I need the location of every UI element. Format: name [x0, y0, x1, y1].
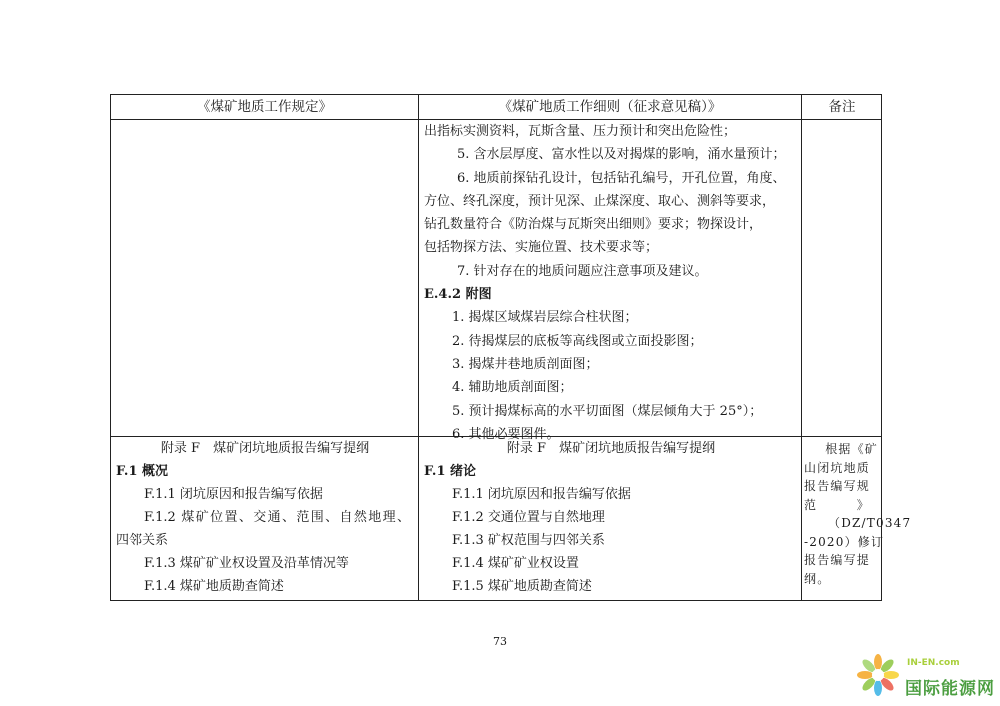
header-cell-remarks: 备注	[828, 99, 856, 115]
lower-left-cell	[116, 437, 414, 598]
column-divider-1	[418, 95, 419, 600]
header-cell-regulation: 《煤矿地质工作规定》	[197, 99, 332, 115]
text-line: 根据《矿	[825, 442, 878, 456]
text-line: 4. 辅助地质剖面图；	[452, 380, 573, 396]
column-divider-2	[801, 95, 802, 600]
text-line: 山闭坑地质	[804, 460, 871, 475]
text-line: 纲。	[804, 571, 831, 586]
text-line: （DZ/T0347	[828, 516, 912, 530]
section-heading: F.1 绪论	[424, 464, 477, 479]
section-heading: F.1 概况	[116, 464, 169, 479]
text-line: 报告编写提	[804, 553, 871, 567]
text-line: 6. 地质前探钻孔设计，包括钻孔编号，开孔位置，角度、	[457, 170, 786, 186]
text-line: F.1.2 交通位置与自然地理	[452, 510, 605, 525]
section-heading: E.4.2 附图	[424, 287, 492, 303]
text-line: F.1.2 煤矿位置、交通、范围、自然地理、	[144, 510, 410, 525]
text-line: F.1.3 矿权范围与四邻关系	[452, 533, 605, 548]
text-line: F.1.5 煤矿地质勘查简述	[452, 579, 592, 594]
comparison-table	[110, 94, 912, 601]
text-line: F.1.4 煤矿地质勘查简述	[144, 579, 284, 594]
text-line: 5. 含水层厚度、富水性以及对揭煤的影响，涌水量预计；	[457, 147, 786, 163]
remarks-cell	[804, 440, 912, 588]
text-line: 四邻关系	[116, 533, 169, 548]
text-line: 3. 揭煤井巷地质剖面图；	[452, 356, 599, 372]
text-line: 出指标实测资料，瓦斯含量、压力预计和突出危险性；	[424, 124, 737, 139]
text-line: 包括物探方法、实施位置、技术要求等；	[424, 240, 659, 256]
text-line: F.1.1 闭坑原因和报告编写依据	[452, 487, 631, 502]
text-line: 5. 预计揭煤标高的水平切面图（煤层倾角大于 25°）；	[452, 403, 763, 419]
lower-right-cell	[424, 437, 798, 598]
header-cell-rules-draft: 《煤矿地质工作细则（征求意见稿）》	[498, 99, 722, 115]
text-line: 7. 针对存在的地质问题应注意事项及建议。	[457, 263, 708, 279]
text-line: 报告编写规	[804, 479, 871, 493]
text-line: 2. 待揭煤层的底板等高线图或立面投影图；	[452, 333, 703, 349]
text-line: 钻孔数量符合《防治煤与瓦斯突出细则》要求；物探设计，	[424, 217, 763, 233]
text-line: 范 》	[804, 497, 871, 512]
appendix-title: 附录 F 煤矿闭坑地质报告编写提纲	[160, 441, 370, 456]
text-line: F.1.1 闭坑原因和报告编写依据	[144, 487, 323, 502]
text-line: -2020）修订	[804, 534, 885, 549]
text-line: F.1.3 煤矿矿业权设置及沿革情况等	[144, 556, 349, 571]
watermark-site: IN-EN.com	[907, 658, 960, 668]
page-number: 73	[493, 635, 507, 648]
watermark-name: 国际能源网	[905, 679, 995, 699]
text-line: 6. 其他必要图件。	[452, 426, 560, 442]
upper-right-cell	[424, 120, 798, 446]
text-line: F.1.4 煤矿矿业权设置	[452, 556, 579, 571]
watermark-logo	[855, 652, 1000, 706]
appendix-title: 附录 F 煤矿闭坑地质报告编写提纲	[506, 441, 716, 456]
text-line: 方位、终孔深度，预计见深、止煤深度、取心、测斜等要求，	[424, 193, 776, 209]
sunflower-icon	[855, 652, 901, 698]
text-line: 1. 揭煤区域煤岩层综合柱状图；	[452, 310, 638, 326]
